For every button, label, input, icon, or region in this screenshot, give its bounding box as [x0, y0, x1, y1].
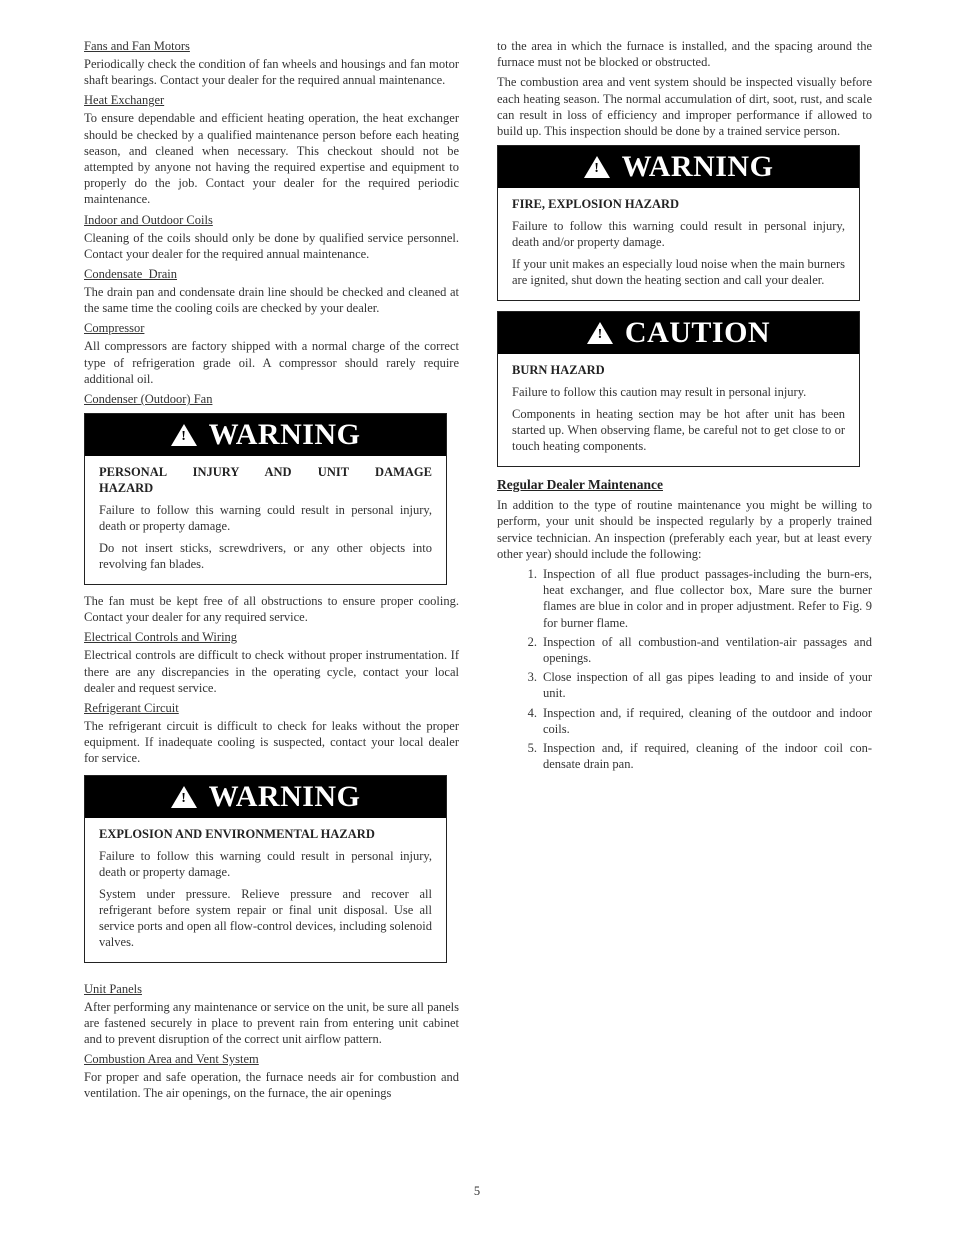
heading-combustion: Combustion Area and Vent System: [84, 1052, 259, 1067]
warning-box-fire: [497, 145, 860, 301]
text-compressor: All compressors are factory shipped with a normal charge of the correct type of refrigeration grade oil. A compressor should rarely require additional oil.: [84, 339, 459, 386]
text-coils: Cleaning of the coils should only be done by qualified service personnel. Contact your dealer for the required annual maintenance.: [84, 230, 459, 261]
list-item: 4. Inspection and, if required, cleaning of the outdoor and indoor coils.: [527, 705, 872, 736]
text-fan-clear: The fan must be kept free of all obstructions to ensure proper cooling. Contact your dealer for any required service.: [84, 594, 459, 625]
text-refrigerant: The refrigerant circuit is difficult to check for leaks without the proper equipment. If inadequate cooling is suspected, contact your local dealer for service.: [84, 719, 459, 766]
left-column: [84, 38, 459, 1106]
warning-text: Failure to follow this warning could result in personal injury, death and/or property damage.: [512, 219, 845, 250]
heading-drain: Condensate Drain: [84, 267, 178, 282]
warning-title: WARNING: [208, 418, 361, 452]
section-title-dealer: Regular Dealer Maintenance: [497, 477, 663, 493]
alert-triangle-icon: !: [584, 156, 610, 178]
heading-condenser: Condenser (Outdoor) Fan: [84, 392, 213, 407]
heading-coils: Indoor and Outdoor Coils: [84, 212, 213, 227]
alert-triangle-icon: !: [171, 424, 197, 446]
warning-text: Failure to follow this warning could result in personal injury, death or property damage.: [99, 848, 432, 879]
text-heat-exchanger: To ensure dependable and efficient heating operation, the heat exchanger should be checked by a qualified maintenance person before each heating season, and cleaned when necessary. This checkout should not be attempted by anyone not having the required expertise and equipment to properly do the job. Contact your dealer for the required periodic maintenance.: [84, 111, 459, 207]
warning-text: System under pressure. Relieve pressure and recover all refrigerant before system repair or final unit disposal. Use all service ports and open all flow-control devices, including solenoid valves.: [99, 886, 432, 949]
hazard-title: EXPLOSION AND ENVIRONMENTAL HAZARD: [99, 826, 375, 841]
text-panels: After performing any maintenance or service on the unit, be sure all panels are fastened securely in place to prevent rain from entering unit cabinet and to prevent disruption of the correct unit airflow pattern.: [84, 999, 459, 1047]
text-drain: The drain pan and condensate drain line should be checked and cleaned at the same time the cooling coils are checked by your dealer.: [84, 285, 459, 316]
text-electrical: Electrical controls are difficult to check without proper instrumentation. If there are any discrepancies in the operating cycle, contact your local dealer and request service.: [84, 648, 459, 695]
text-continued: to the area in which the furnace is installed, and the spacing around the furnace must not be blocked or obstructed.: [497, 39, 872, 70]
hazard-title: BURN HAZARD: [512, 363, 605, 378]
list-item: 3. Close inspection of all gas pipes leading to and inside of your unit.: [527, 670, 872, 701]
hazard-title: FIRE, EXPLOSION HAZARD: [512, 197, 680, 212]
warning-text: Failure to follow this warning could result in personal injury, death or property damage.: [99, 503, 432, 534]
caution-box-burn: [497, 311, 860, 467]
caution-title: CAUTION: [624, 316, 771, 350]
warning-box-explosion: [84, 775, 447, 963]
text-combustion: For proper and safe operation, the furnace needs air for combustion and ventilation. The air openings, on the furnace, the air openings: [84, 1070, 459, 1101]
warning-banner: [85, 414, 446, 456]
alert-triangle-icon: !: [171, 786, 197, 808]
caution-text: Failure to follow this caution may result in personal injury.: [512, 385, 807, 400]
hazard-title: PERSONAL INJURY AND UNIT DAMAGE HAZARD: [99, 465, 432, 496]
warning-title: WARNING: [208, 779, 361, 813]
heading-fans: Fans and Fan Motors: [84, 39, 190, 53]
warning-text: If your unit makes an especially loud noise when the main burners are ignited, shut down the heating section and call your dealer.: [512, 257, 845, 288]
right-column: [497, 38, 872, 775]
heading-electrical: Electrical Controls and Wiring: [84, 630, 238, 645]
alert-triangle-icon: !: [587, 322, 613, 344]
page-number: 5: [473, 1184, 481, 1198]
warning-box-personal-injury: [84, 413, 447, 585]
warning-text: Do not insert sticks, screwdrivers, or any other objects into revolving fan blades.: [99, 541, 432, 572]
heading-refrigerant: Refrigerant Circuit: [84, 701, 179, 716]
list-item: 2. Inspection of all combustion-and ventilation-air passages and openings.: [527, 634, 872, 666]
heading-panels: Unit Panels: [84, 981, 142, 996]
warning-title: WARNING: [621, 150, 774, 184]
heading-compressor: Compressor: [84, 321, 145, 336]
text-fans: Periodically check the condition of fan wheels and housings and fan motor shaft bearings. Contact your dealer for the required annual maintenance.: [84, 57, 459, 88]
text-dealer-intro: In addition to the type of routine maintenance you might be willing to perform, your unit should be inspected regularly by a properly trained service technician. An inspection (preferably each year, but at least every other year) should include the following:: [497, 498, 872, 561]
text-inspect: The combustion area and vent system should be inspected visually before each heating season. The normal accumulation of dirt, soot, rust, and scale can result in loss of efficiency and improper performance if allowed to build up. This inspection should be done by a trained service person.: [497, 75, 872, 139]
caution-text: Components in heating section may be hot after unit has been started up. When observing flame, be careful not to get close to or touch heating components.: [512, 407, 845, 454]
caution-banner: [498, 312, 859, 354]
heading-heat-exchanger: Heat Exchanger: [84, 93, 165, 108]
maintenance-list: [497, 566, 872, 772]
warning-banner: [85, 776, 446, 818]
warning-banner: [498, 146, 859, 188]
list-item: 1. Inspection of all flue product passages-including the burn-ers, heat exchanger, and flue collector box, Mare sure the burner flames are blue in color and in proper adjustment. Refer to Fig. 9 for burner flame.: [527, 567, 872, 630]
list-item: 5. Inspection and, if required, cleaning of the indoor coil con-densate drain pan.: [527, 741, 872, 772]
